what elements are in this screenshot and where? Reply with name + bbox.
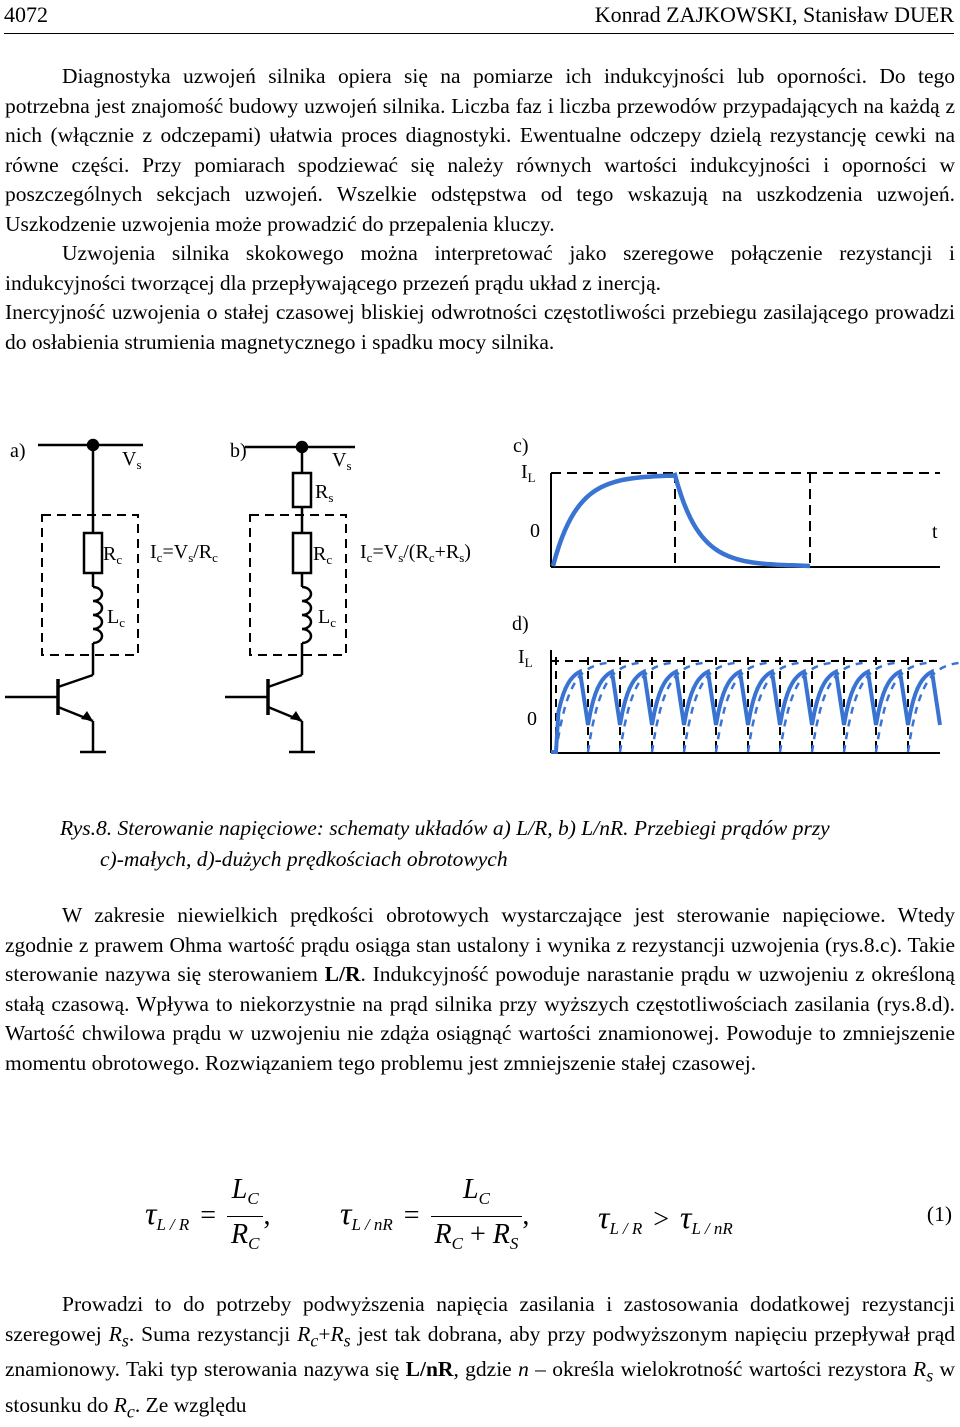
label-a: a) [10, 440, 26, 462]
label-lc-b: $L_c$ [318, 606, 336, 630]
figure-caption [60, 813, 940, 875]
zero-d: 0 [527, 708, 537, 730]
current-curve-d [551, 672, 940, 752]
label-c: c) [513, 435, 529, 457]
label-rc-a: $R_c$ [103, 543, 123, 567]
paragraph-inertia: Inercyjność uzwojenia o stałej czasowej bliskiej odwrotności częstotliwości przebiegu zasilającego prowadzi do osłabienia strumienia magnetycznego i spadku mocy silnika. [5, 300, 955, 354]
inductor-lc-a [93, 587, 102, 643]
circuit-a [5, 440, 143, 752]
formula-ic-a: $I_c=V_s/R_c$ [150, 541, 218, 565]
tau-lr-definition: $\tau_{L / R}$ = $\frac{L_C}{R_C}$ , [145, 1174, 271, 1253]
formula-ic-b: $I_c=V_s/(R_c+R_s)$ [360, 541, 471, 565]
equation-1 [0, 1165, 960, 1275]
running-authors: Konrad ZAJKOWSKI, Stanisław DUER [594, 2, 954, 27]
winding-box-a [42, 515, 138, 655]
figure-8 [0, 425, 960, 810]
caption-line-2: c)-małych, d)-dużych prędkościach obrotowych [100, 847, 508, 871]
label-rs-b: $R_s$ [315, 481, 334, 505]
inductor-lc-b [302, 587, 311, 643]
paragraph-diagnostics: Diagnostyka uzwojeń silnika opiera się na pomiarze ich indukcyjności lub oporności. Do tego potrzebna jest znajomość budowy uzwojeń silnika. Liczba faz i liczba przewodów przypadających na każdą z nich (włącznie z odczepami) ułatwia proces diagnostyki. Ewentualne odczepy dzielą rezystancję cewki na równe części. Przy pomiarach spodziewać się należy równych wartości indukcyjności i oporności w poszczególnych sekcjach uzwojeń. Wszelkie odstępstwa od tego wskazują na uszkodzenia uzwojeń. Uszkodzenie uzwojenia może prowadzić do przepalenia kluczy. [5, 64, 955, 236]
intro-text-block [5, 62, 955, 357]
winding-box-b [250, 515, 346, 655]
tau-comparison: $\tau_{L / R} > \tau_{L / nR}$ [598, 1199, 733, 1238]
paragraph-voltage-control: W zakresie niewielkich prędkości obrotowych wystarczające jest sterowanie napięciowe. Wtedy zgodnie z prawem Ohma wartość prądu osiąga stan ustalony i wynika z rezystancji uzwojenia (rys.8.c). Takie sterowanie nazywa się sterowaniem L/R. Indukcyjność powoduje narastanie prądu w uzwojeniu z określoną stałą czasową. Wpływa to niekorzystnie na prąd silnika przy wyższych częstotliwościach zasilania (rys.8.d). Wartość chwilowa prądu w uzwojeniu nie zdąża osiągnąć wartości znamionowej. Powoduje to zmniejszenie momentu obrotowego. Rozwiązaniem tego problemu jest zmniejszenie stałej czasowej. [5, 903, 955, 1075]
page-number: 4072 [4, 2, 48, 27]
resistor-rs-b [293, 473, 311, 507]
dashed-grid-c [551, 473, 940, 567]
label-d: d) [512, 613, 529, 635]
label-il-c: $I_L$ [521, 461, 536, 485]
zero-c: 0 [530, 520, 540, 542]
label-rc-b: $R_c$ [313, 543, 333, 567]
caption-line-1: Rys.8. Sterowanie napięciowe: schematy układów a) L/R, b) L/nR. Przebiegi prądów przy [60, 816, 830, 840]
label-il-d: $I_L$ [518, 646, 533, 670]
equation-number: (1) [926, 1202, 952, 1226]
page-header [4, 2, 954, 32]
header-rule [4, 33, 954, 34]
transistor-collector-a [58, 675, 93, 687]
label-vs-a: $V_s$ [122, 448, 142, 472]
paragraph-lnr-control: Prowadzi to do potrzeby podwyższenia napięcia zasilania i zastosowania dodatkowej rezystancji szeregowej $R_s$. Suma rezystancji $R_c+R_s$ jest tak dobrana, aby przy podwyższonym napięciu przepływał prąd znamionowy. Taki typ sterowania nazywa się L/nR, gdzie n – określa wielokrotność wartości rezystora $R_s$ w stosunku do $R_c$. Ze względu [5, 1292, 956, 1422]
resistor-rc-b [293, 533, 311, 573]
paragraph-winding-model: Uzwojenia silnika skokowego można interpretować jako szeregowe połączenie rezystancji i indukcyjności tworzącej dla przepływającego przezeń prądu układ z inercją. [5, 241, 955, 295]
circuit-b [225, 442, 355, 752]
lr-term: L/R [324, 962, 361, 986]
resistor-rc-a [84, 533, 102, 573]
label-b: b) [230, 440, 247, 462]
time-axis-label: t [932, 521, 938, 543]
tau-lnr-definition: $\tau_{L / nR}$ = $\frac{L_C}{R_C + R_S}$ , [340, 1174, 530, 1253]
label-vs-b: $V_s$ [332, 449, 352, 473]
current-curve-c [553, 475, 810, 566]
transistor-collector-b [268, 675, 302, 687]
label-lc-a: $L_c$ [107, 606, 125, 630]
lnr-term: L/nR [405, 1357, 454, 1382]
